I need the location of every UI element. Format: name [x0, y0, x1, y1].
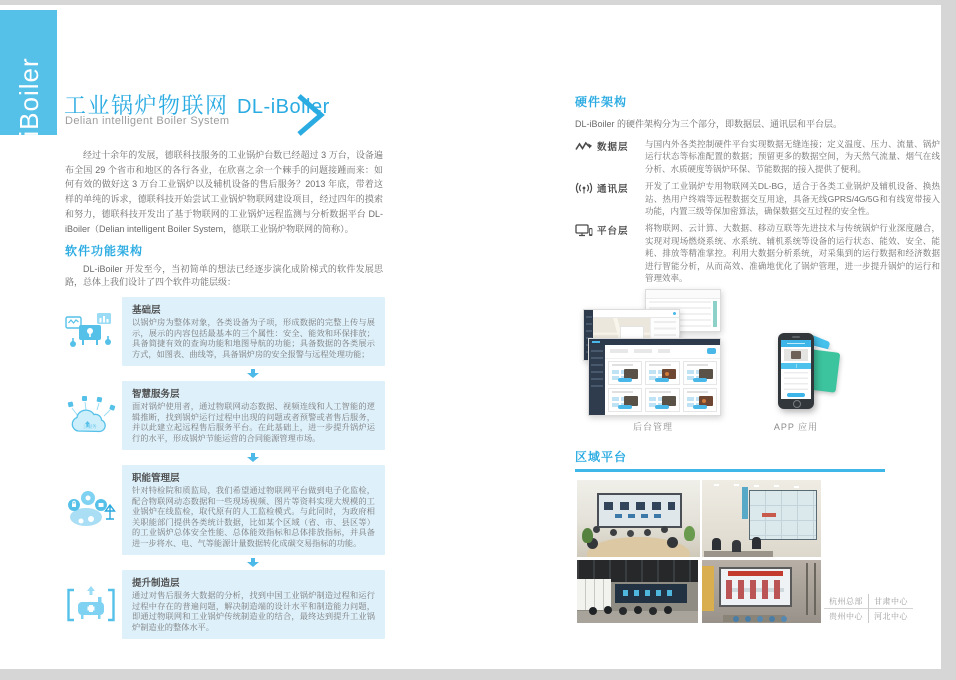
layer-text: 针对特检院和质监局，我们希望通过物联网平台做到电子化监检，配合物联网动态数据和一些现场视频、图片等资料实现大规模的工业锅炉在线监检，取代原有的人工监检模式。与此同时，为政府相关职能部门提供各类统计数据，比如某个区域（省、市、县区等）的工业锅炉总体安全性能、总体能效指标和总体排放指标，并具备进一步将水、电、气等能源计量数据转化成碳交易指标的功能。	[132, 486, 375, 548]
wireless-icon	[575, 182, 593, 194]
right-column	[575, 93, 940, 626]
layer-text: 以锅炉房为整体对象，各类设备为子项，形成数据的完整上传与展示，展示的内容包括最基本的三个属性：安全、能效和环保排放；具备简捷有效的查询功能和地图导航的功能；具备数据的各类展示方式，如图表、曲线等，具备锅炉房的安全报警与远程处理功能；	[132, 318, 375, 359]
platform-screenshots	[575, 289, 940, 434]
admin-boiler-list-screenshot	[588, 338, 721, 416]
layer-row-basic	[60, 297, 385, 366]
boiler-card	[645, 361, 679, 385]
layer-box-smart-service	[122, 381, 385, 450]
hw-label: 平台层	[597, 226, 629, 238]
hw-text: 与国内外各类控制硬件平台实现数据无缝连接；定义温度、压力、流量、锅炉运行状态等标准配置的数据；预留更多的数据空间，为天然气流量、烟气在线分析、水质硬度等锅炉环保、节能数据的接入提供了便利。	[645, 139, 940, 174]
hw-item-data-layer	[575, 138, 940, 175]
hw-item-comm-layer	[575, 180, 940, 217]
intro-paragraph: 经过十余年的发展，德联科技服务的工业锅炉台数已经超过 3 万台，设备遍布全国 29 个省市和地区的各行各业，在欣喜之余一个棘手的问题接踵而来：如何有效的做好这 3 万台工业锅炉以及辅机设备的售后服务？2013 年底，带着这样的单纯的诉求，德联科技开始尝试工业锅炉物联网建设项目，经过四年的摸索和努力，德联科技开发出了基于物联网的工业锅炉远程监测与分析数据平台 DL-iBoiler（Delian intelligent Boiler System，德联工业锅炉物联网的简称）。	[65, 150, 383, 234]
regional-photos	[575, 480, 940, 626]
control-room-operators-photo	[702, 480, 821, 557]
arrow-down-icon	[247, 453, 259, 462]
hw-label: 数据层	[597, 142, 629, 153]
page-subtitle: Delian intelligent Boiler System	[65, 115, 230, 127]
boiler-card	[683, 388, 717, 412]
arrow-down-icon	[247, 369, 259, 378]
monitor-icon	[575, 224, 593, 237]
layer-title: 提升制造层	[132, 578, 180, 590]
svg-text:云服务: 云服务	[83, 423, 97, 429]
layer-text: 通过对售后服务大数据的分析，找到中国工业锅炉制造过程和运行过程中存在的普遍问题，解决制造端的设计水平和制造能力问题，即通过物联网和工业锅炉传统制造业的结合，最终达到提升工业锅炉制造业的整体水平。	[132, 591, 375, 632]
center-label: 河北中心	[869, 608, 913, 623]
software-intro: DL-iBoiler 开发至今，当初简单的想法已经逐步演化成阶梯式的软件发展思路，总体上我们设计了四个软件功能层级：	[65, 264, 383, 288]
layer-row-smart-service	[60, 381, 385, 450]
boiler-card	[608, 388, 642, 412]
hw-label: 通讯层	[597, 184, 629, 196]
layer-title: 基础层	[132, 305, 161, 317]
regional-section-heading: 区域平台	[575, 450, 628, 465]
regional-centers	[824, 594, 913, 623]
manufacturing-icon	[60, 583, 122, 627]
page-title-en: DL-iBoiler	[236, 96, 330, 118]
center-label: 贵州中心	[824, 608, 869, 623]
boiler-card	[645, 388, 679, 412]
boiler-card	[608, 361, 642, 385]
layer-row-management	[60, 465, 385, 555]
layer-title: 智慧服务层	[132, 389, 180, 401]
hw-text: 开发了工业锅炉专用物联网关DL-BG，适合于各类工业锅炉及辅机设备、换热站、热用户终端等远程数据交互用途，具备无线GPRS/4G/5G和有线宽带接入功能，内置三级等保加密算法，确保数据交互过程的安全性。	[645, 181, 940, 217]
boiler-card	[683, 361, 717, 385]
hardware-section-heading: 硬件架构	[575, 95, 628, 109]
office-monitor-wall-photo	[577, 560, 698, 623]
conference-room-screen-photo	[702, 560, 821, 623]
hw-text: 将物联网、云计算、大数据、移动互联等先进技术与传统锅炉行业深度融合，实现对现场燃烧系统、水系统、辅机系统等设备的运行状态、能效、安全、能耗、排放等精准掌控。利用大数据分析系统，对采集到的运行数据和经济数据进行智能分析，从而高效、准确地优化了锅炉管理，进一步提升锅炉的运行和管理效率。	[645, 223, 940, 284]
layer-row-manufacturing	[60, 570, 385, 639]
page-title-zh: 工业锅炉物联网	[64, 93, 229, 118]
software-section-heading: 软件功能架构	[65, 244, 144, 259]
center-label: 杭州总部	[824, 594, 869, 608]
cloud-service-icon	[60, 394, 122, 438]
layer-title: 职能管理层	[132, 473, 180, 485]
layer-box-basic	[122, 297, 385, 366]
arrow-down-icon	[247, 558, 259, 567]
left-column	[60, 148, 385, 639]
center-label: 甘肃中心	[874, 596, 908, 606]
brochure-page	[0, 5, 941, 669]
chevron-right-icon	[295, 91, 327, 139]
hardware-intro: DL-iBoiler 的硬件架构分为三个部分，即数据层、通讯层和平台层。	[575, 119, 843, 129]
layer-box-manufacturing	[122, 570, 385, 639]
monitoring-devices-icon	[60, 310, 122, 354]
admin-caption: 后台管理	[632, 422, 673, 433]
phone-home-button	[793, 400, 801, 408]
app-phone-mockup	[778, 333, 814, 409]
hw-item-platform-layer	[575, 222, 940, 284]
supervision-icon	[60, 488, 122, 532]
iboiler-logo: iBoiler	[14, 57, 44, 137]
app-caption: APP 应用	[773, 422, 819, 433]
software-layers	[60, 297, 385, 639]
iboiler-logo-block	[0, 10, 57, 135]
layer-text: 面对锅炉使用者，通过物联网动态数据、视频连线和人工智能的逻辑推断，找到锅炉运行过程中出现的问题或者预警或者售后服务，并以此建立起远程售后服务平台。在此基础上，进一步提升锅炉运行的水平，形成锅炉节能运营的合同能源管理市场。	[132, 402, 375, 443]
regional-heading-underline	[575, 469, 885, 472]
meeting-room-video-wall-photo	[577, 480, 700, 557]
pulse-line-icon	[575, 140, 593, 152]
layer-box-management	[122, 465, 385, 555]
